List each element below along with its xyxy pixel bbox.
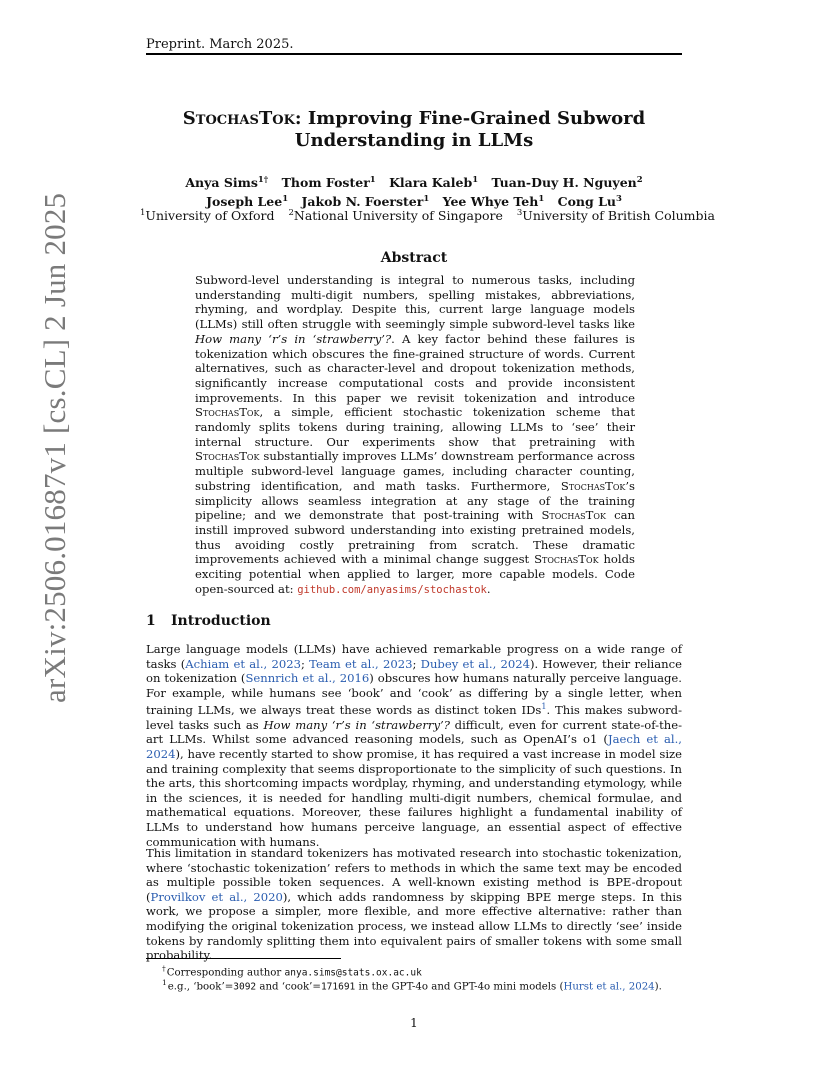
abstract-body: Subword-level understanding is integral to numerous tasks, including understanding multi-digit numbers, spelling mistakes, abbreviations, rhyming, and wordplay. Despite this, current large language models (LLMs) still often struggle with seemingly simple subword-level tasks like How many ‘r’s in ‘strawberry’?. A key factor behind these failures is tokenization which obscures the fine-grained structure of words. Current alternatives, such as character-level and dropout tokenization methods, significantly increase computational costs and provide inconsistent improvements. In this paper we revisit tokenization and introduce StochasTok, a simple, efficient stochastic tokenization scheme that randomly splits tokens during training, allowing LLMs to ‘see’ their internal structure. Our experiments show that pretraining with StochasTok substantially improves LLMs’ downstream performance across multiple subword-level language games, including character counting, substring identification, and math tasks. Furthermore, StochasTok’s simplicity allows seamless integration at any stage of the training pipeline; and we demonstrate that post-training with StochasTok can instill improved subword understanding into existing pretrained models, thus avoiding costly pretraining from scratch. These dramatic improvements achieved with a minimal change suggest StochasTok holds exciting potential when applied to larger, more capable models. Code open-sourced at: github.com/anyasims/stochastok. (195, 273, 635, 596)
author-mark: 1 (423, 194, 430, 205)
footnote-link[interactable]: 1 (541, 702, 547, 712)
method-name: StochasTok (541, 508, 606, 523)
section-heading-introduction (146, 612, 682, 630)
affiliation-mark: 2 (288, 208, 294, 218)
affiliation: University of Oxford (145, 208, 275, 224)
affiliation-mark: 3 (516, 208, 523, 218)
footnote-rule (146, 958, 341, 959)
author: Joseph Lee (206, 194, 283, 210)
title-line1-rest: : Improving Fine-Grained Subword (294, 108, 646, 129)
citation-link[interactable]: Team et al., 2023 (309, 656, 413, 671)
author: Tuan-Duy H. Nguyen (491, 175, 637, 191)
footnote-corresponding-author: †Corresponding author anya.sims@stats.ox.ac.uk (162, 964, 422, 979)
author-mark: 2 (636, 175, 643, 185)
page-number: 1 (410, 1016, 418, 1030)
method-name: StochasTok (195, 405, 260, 420)
title-method-name-part1: Stochas (182, 108, 259, 129)
author: Jakob N. Foerster (301, 194, 424, 210)
affiliation: National University of Singapore (293, 208, 503, 224)
email-address: anya.sims@stats.ox.ac.uk (284, 967, 422, 979)
citation-link[interactable]: Dubey et al., 2024 (420, 656, 531, 671)
author: Thom Foster (281, 175, 370, 191)
author: Yee Whye Teh (442, 194, 539, 210)
method-name: StochasTok (195, 449, 260, 464)
affiliation: University of British Columbia (522, 208, 715, 224)
section-number: 1 (146, 613, 156, 629)
author-mark: 1† (257, 175, 269, 185)
code-link[interactable]: github.com/anyasims/stochastok (297, 583, 487, 596)
citation-link[interactable]: Provilkov et al., 2020 (150, 889, 283, 904)
abstract-heading: Abstract (380, 250, 448, 266)
citation-link[interactable]: Jaech et al., 2024 (146, 732, 682, 762)
author-mark: 1 (538, 194, 545, 205)
citation-link[interactable]: Hurst et al., 2024 (563, 981, 655, 993)
author: Klara Kaleb (389, 175, 473, 191)
intro-paragraph-2: This limitation in standard tokenizers has motivated research into stochastic tokenization, where ‘stochastic tokenization’ refers to methods in which the same text may be encoded as multiple possible token sequences. A well-known existing method is BPE-dropout (Provilkov et al., 2020), which adds randomness by skipping BPE merge steps. In this work, we propose a simpler, more flexible, and more effective alternative: rather than modifying the original tokenization process, we instead allow LLMs to directly ‘see’ inside tokens by randomly splitting them into equivalent pairs of smaller tokens with some small probability. (146, 846, 682, 963)
intro-paragraph-1: Large language models (LLMs) have achieved remarkable progress on a wide range of tasks (Achiam et al., 2023; Team et al., 2023; Dubey et al., 2024). However, their reliance on tokenization (Sennrich et al., 2016) obscures how humans naturally perceive language. For example, while humans see ‘book’ and ‘cook’ as differing by a single letter, when training LLMs, we always treat these words as distinct token IDs$^1$. This makes subword-level tasks such as How many ‘r’s in ‘strawberry’? difficult, even for current state-of-the-art LLMs. Whilst some advanced reasoning models, such as OpenAI’s o1 (Jaech et al., 2024), have recently started to show promise, it has required a vast increase in model size and training complexity that seems disproportionate to the simplicity of such questions. In the arts, this shortcoming impacts wordplay, rhyming, and understanding etymology, while in the sciences, it is needed for handling multi-digit numbers, chemical formulae, and mathematical equations. Moreover, these failures highlight a fundamental inability of LLMs to understand how humans perceive language, an essential aspect of effective communication with humans. (146, 642, 683, 849)
affiliation-mark: 1 (140, 208, 146, 218)
running-header: Preprint. March 2025. (146, 37, 294, 52)
author-mark: 1 (282, 194, 289, 205)
author: Cong Lu (557, 194, 616, 210)
footnote-token-ids: $^1$e.g., ‘book’=3092 and ‘cook’=171691 in the GPT-4o and GPT-4o mini models (Hurst et al., 2024). (162, 978, 662, 993)
header-rule (146, 53, 682, 55)
footnote-mark: 1 (162, 978, 167, 987)
citation-link[interactable]: Achiam et al., 2023 (185, 656, 301, 671)
citation-link[interactable]: Sennrich et al., 2016 (245, 671, 370, 686)
method-name: StochasTok (560, 478, 626, 493)
affiliation-list (140, 205, 715, 224)
author-mark: 1 (369, 175, 376, 185)
arxiv-side-stamp: arXiv:2506.01687v1 [cs.CL] 2 Jun 2025 (37, 192, 72, 703)
section-title: Introduction (171, 613, 271, 629)
author-mark: 1 (472, 175, 479, 185)
method-name: StochasTok (534, 552, 599, 567)
author: Anya Sims (185, 175, 258, 191)
paper-title (146, 108, 682, 152)
title-line2: Understanding in LLMs (294, 130, 534, 151)
footnote-mark: † (162, 964, 166, 973)
author-mark: 3 (615, 194, 622, 205)
title-method-name-part2: Tok (258, 108, 295, 129)
